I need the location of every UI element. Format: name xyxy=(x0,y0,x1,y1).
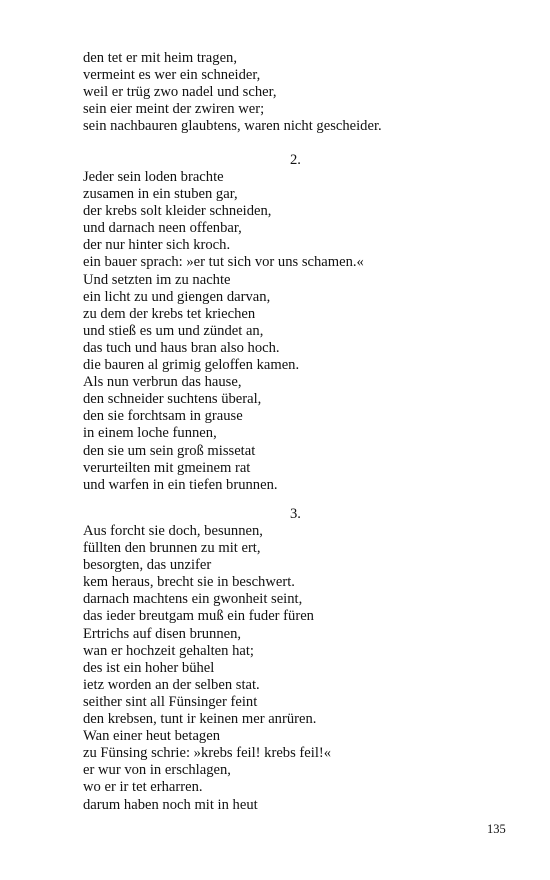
verse-line: der krebs solt kleider schneiden, xyxy=(83,203,272,220)
verse-line: den sie forchtsam in grause xyxy=(83,408,243,425)
verse-line: des ist ein hoher bühel xyxy=(83,659,215,676)
verse-line: weil er trüg zwo nadel und scher, xyxy=(83,84,277,101)
verse-line: zu dem der krebs tet kriechen xyxy=(83,305,256,322)
verse-line: Ertrichs auf disen brunnen, xyxy=(83,625,242,642)
verse-line: und warfen in ein tiefen brunnen. xyxy=(83,476,278,493)
page-number: 135 xyxy=(487,822,506,836)
stanza-number: 3. xyxy=(290,506,301,522)
verse-line: und darnach neen offenbar, xyxy=(83,220,242,237)
verse-line: das tuch und haus bran also hoch. xyxy=(83,339,280,356)
verse-line: zu Fünsing schrie: »krebs feil! krebs feil!« xyxy=(83,745,332,762)
verse-line: sein nachbauren glaubtens, waren nicht gescheider. xyxy=(83,118,382,135)
verse-line: besorgten, das unzifer xyxy=(83,557,212,574)
verse-line: der nur hinter sich kroch. xyxy=(83,237,231,254)
stanza-number: 2. xyxy=(290,152,301,168)
verse-line: Aus forcht sie doch, besunnen, xyxy=(83,523,263,539)
verse-line: und stieß es um und zündet an, xyxy=(83,322,264,339)
verse-line: ietz worden an der selben stat. xyxy=(83,676,260,693)
verse-line: Jeder sein loden brachte xyxy=(83,169,224,185)
stanza-1-continuation xyxy=(83,50,513,135)
verse-line: in einem loche funnen, xyxy=(83,425,217,442)
verse-line: den krebsen, tunt ir keinen mer anrüren. xyxy=(83,711,317,728)
verse-line: verurteilten mit gmeinem rat xyxy=(83,459,251,476)
verse-line: er wur von in erschlagen, xyxy=(83,762,231,779)
verse-line: darnach machtens ein gwonheit seint, xyxy=(83,591,303,608)
stanza-3 xyxy=(83,523,513,814)
verse-line: Wan einer heut betagen xyxy=(83,728,220,745)
verse-line: vermeint es wer ein schneider, xyxy=(83,67,261,84)
verse-line: die bauren al grimig geloffen kamen. xyxy=(83,357,300,374)
verse-line: ein bauer sprach: »er tut sich vor uns schamen.« xyxy=(83,254,364,271)
verse-line: zusamen in ein stuben gar, xyxy=(83,186,238,203)
stanza-2 xyxy=(83,169,513,494)
verse-line: seither sint all Fünsinger feint xyxy=(83,693,258,710)
verse-line: den sie um sein groß missetat xyxy=(83,442,256,459)
verse-line: kem heraus, brecht sie in beschwert. xyxy=(83,574,295,591)
verse-line: das ieder breutgam muß ein fuder füren xyxy=(83,608,314,625)
verse-line: darum haben noch mit in heut xyxy=(83,796,258,813)
verse-line: füllten den brunnen zu mit ert, xyxy=(83,540,261,557)
verse-line: den schneider suchtens überal, xyxy=(83,391,262,408)
verse-line: den tet er mit heim tragen, xyxy=(83,50,237,66)
verse-line: sein eier meint der zwiren wer; xyxy=(83,101,265,118)
verse-line: wan er hochzeit gehalten hat; xyxy=(83,642,254,659)
verse-line: Und setzten im zu nachte xyxy=(83,271,231,288)
verse-line: Als nun verbrun das hause, xyxy=(83,374,242,391)
verse-line: wo er ir tet erharren. xyxy=(83,779,203,796)
verse-line: ein licht zu und giengen darvan, xyxy=(83,288,271,305)
